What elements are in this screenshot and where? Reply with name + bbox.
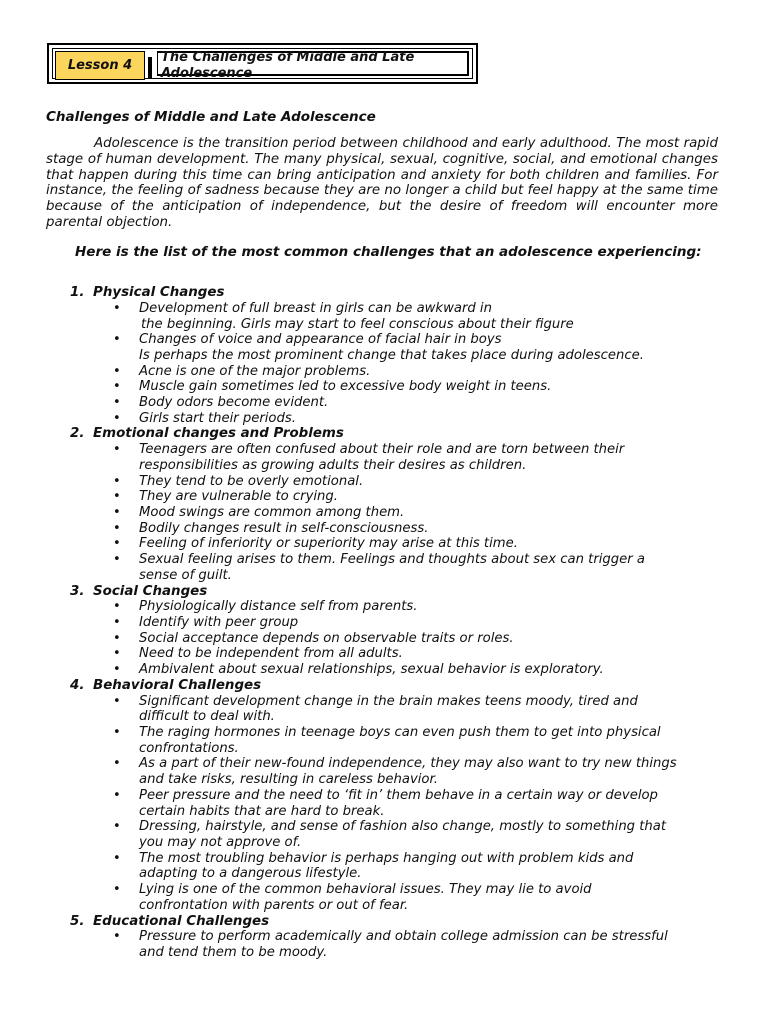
bullet-list [0, 929, 768, 960]
bullet-item [0, 332, 719, 363]
bullet-text: Social acceptance depends on observable traits or roles. [139, 630, 514, 646]
bullet-item [0, 819, 719, 850]
bullet-item [0, 536, 719, 552]
bullet-text: Significant development change in the brain makes teens moody, tired and [139, 693, 638, 709]
section-header [0, 914, 768, 930]
intro-text: Adolescence is the transition period between childhood and early adulthood. The most rapid stage of human development. The many physical, sexual, cognitive, social, and emotional changes that happen during this time can bring anticipation and anxiety for both children and families. For instance, the feeling of sadness because they are no longer a child but feel happy at the same time because of the anticipation of independence, but the desire of freedom will encounter more parental objection. [46, 136, 718, 230]
bullet-text: They are vulnerable to crying. [139, 489, 338, 505]
challenge-section [0, 678, 768, 914]
bullet-text: and tend them to be moody. [139, 945, 328, 960]
bullet-icon: • [113, 410, 121, 426]
section-header [0, 285, 768, 301]
bullet-item [0, 379, 719, 395]
bullet-item [0, 521, 719, 537]
bullet-item [0, 646, 719, 662]
section-header [0, 584, 768, 600]
section-header [0, 426, 768, 442]
section-title: Social Changes [93, 583, 208, 599]
bullet-text: Mood swings are common among them. [139, 505, 405, 521]
bullet-icon: • [113, 882, 121, 898]
bullet-item [0, 788, 719, 819]
bullet-text: Pressure to perform academically and obtain college admission can be stressful [139, 929, 668, 945]
bullet-icon: • [113, 442, 121, 458]
bullet-icon: • [113, 505, 121, 521]
bullet-text: Muscle gain sometimes led to excessive body weight in teens. [139, 379, 552, 395]
bullet-icon: • [113, 850, 121, 866]
bullet-icon: • [113, 646, 121, 662]
bullet-text: They tend to be overly emotional. [139, 473, 364, 489]
section-title: Behavioral Challenges [93, 677, 262, 693]
bullet-icon: • [113, 536, 121, 552]
bullet-text: Peer pressure and the need to ‘fit in’ them behave in a certain way or develop [139, 787, 658, 803]
bullet-text: difficult to deal with. [139, 709, 275, 725]
bullet-icon: • [113, 787, 121, 803]
intro-paragraph [46, 136, 718, 231]
bullet-text: The most troubling behavior is perhaps hanging out with problem kids and [139, 850, 634, 866]
bullet-icon: • [113, 300, 121, 316]
bullet-icon: • [113, 819, 121, 835]
bullet-icon: • [113, 929, 121, 945]
bullet-text: adapting to a dangerous lifestyle. [139, 866, 362, 882]
bullet-item [0, 411, 719, 427]
bullet-text: Bodily changes result in self-consciousness. [139, 520, 429, 536]
challenges-list [0, 285, 768, 961]
section-number: 5. [70, 913, 85, 929]
bullet-icon: • [113, 630, 121, 646]
bullet-text: confrontation with parents or out of fear. [139, 897, 409, 913]
section-number: 1. [70, 285, 85, 300]
bullet-list [0, 442, 768, 583]
bullet-text: The raging hormones in teenage boys can even push them to get into physical [139, 725, 661, 741]
bullet-text: Lying is one of the common behavioral issues. They may lie to avoid [139, 882, 592, 898]
bullet-icon: • [113, 693, 121, 709]
bullet-item [0, 301, 719, 332]
bullet-item [0, 882, 719, 913]
bullet-item [0, 599, 719, 615]
bullet-item [0, 552, 719, 583]
bullet-item [0, 364, 719, 380]
section-title: Physical Changes [93, 285, 225, 300]
bullet-text: certain habits that are hard to break. [139, 803, 385, 819]
bullet-icon: • [113, 520, 121, 536]
bullet-text: As a part of their new-found independence, they may also want to try new things [139, 756, 677, 772]
bullet-text: Physiologically distance self from parents. [139, 599, 418, 615]
bullet-text: confrontations. [139, 740, 239, 756]
challenge-section [0, 285, 768, 426]
challenge-section [0, 426, 768, 583]
challenge-section [0, 584, 768, 678]
bullet-icon: • [113, 552, 121, 568]
bullet-item [0, 489, 719, 505]
bullet-text: Changes of voice and appearance of facial hair in boys [139, 332, 502, 348]
section-number: 3. [70, 583, 85, 599]
bullet-item [0, 725, 719, 756]
bullet-text: Need to be independent from all adults. [139, 646, 403, 662]
bullet-item [0, 662, 719, 678]
bullet-text: Feeling of inferiority or superiority may arise at this time. [139, 536, 518, 552]
bullet-item [0, 694, 719, 725]
banner-divider [148, 57, 152, 78]
list-intro-text: Here is the list of the most common challenges that an adolescence experiencing: [75, 244, 702, 260]
bullet-text: responsibilities as growing adults their desires as children. [139, 457, 527, 473]
bullet-item [0, 474, 719, 490]
bullet-text: and take risks, resulting in careless behavior. [139, 772, 438, 788]
bullet-text: you may not approve of. [139, 834, 302, 850]
bullet-text: Identify with peer group [139, 615, 299, 631]
challenge-section [0, 914, 768, 961]
bullet-item [0, 615, 719, 631]
bullet-list [0, 599, 768, 678]
bullet-item [0, 756, 719, 787]
bullet-text: Sexual feeling arises to them. Feelings and thoughts about sex can trigger a [139, 552, 645, 568]
bullet-text: Is perhaps the most prominent change that takes place during adolescence. [139, 347, 644, 363]
bullet-text: Dressing, hairstyle, and sense of fashion also change, mostly to something that [139, 819, 667, 835]
bullet-icon: • [113, 379, 121, 395]
section-title: Emotional changes and Problems [93, 426, 344, 442]
section-title: Educational Challenges [93, 913, 270, 929]
bullet-item [0, 851, 719, 882]
bullet-icon: • [113, 489, 121, 505]
bullet-icon: • [113, 756, 121, 772]
bullet-icon: • [113, 473, 121, 489]
section-heading: Challenges of Middle and Late Adolescence [46, 109, 376, 125]
bullet-text: Acne is one of the major problems. [139, 363, 371, 379]
bullet-icon: • [113, 363, 121, 379]
bullet-icon: • [113, 332, 121, 348]
bullet-icon: • [113, 662, 121, 678]
bullet-item [0, 442, 719, 473]
lesson-title: The Challenges of Middle and Late Adolescence [161, 50, 415, 81]
bullet-item [0, 395, 719, 411]
bullet-icon: • [113, 599, 121, 615]
banner-frame [52, 48, 473, 79]
bullet-text: sense of guilt. [139, 567, 232, 583]
lesson-label: Lesson 4 [55, 51, 145, 80]
section-number: 4. [70, 677, 85, 693]
bullet-item [0, 929, 719, 960]
bullet-list [0, 301, 768, 427]
bullet-item [0, 505, 719, 521]
bullet-text: Teenagers are often confused about their role and are torn between their [139, 442, 625, 458]
bullet-item [0, 631, 719, 647]
bullet-text: Girls start their periods. [139, 410, 296, 426]
bullet-text: Body odors become evident. [139, 395, 329, 411]
bullet-list [0, 694, 768, 914]
list-intro [46, 244, 718, 261]
section-number: 2. [70, 426, 85, 442]
bullet-icon: • [113, 395, 121, 411]
bullet-text: the beginning. Girls may start to feel conscious about their figure [141, 316, 574, 332]
bullet-text: Ambivalent about sexual relationships, sexual behavior is exploratory. [139, 662, 604, 678]
bullet-icon: • [113, 725, 121, 741]
lesson-banner [47, 43, 478, 84]
bullet-icon: • [113, 615, 121, 631]
bullet-text: Development of full breast in girls can be awkward in [139, 300, 492, 316]
section-header [0, 678, 768, 694]
